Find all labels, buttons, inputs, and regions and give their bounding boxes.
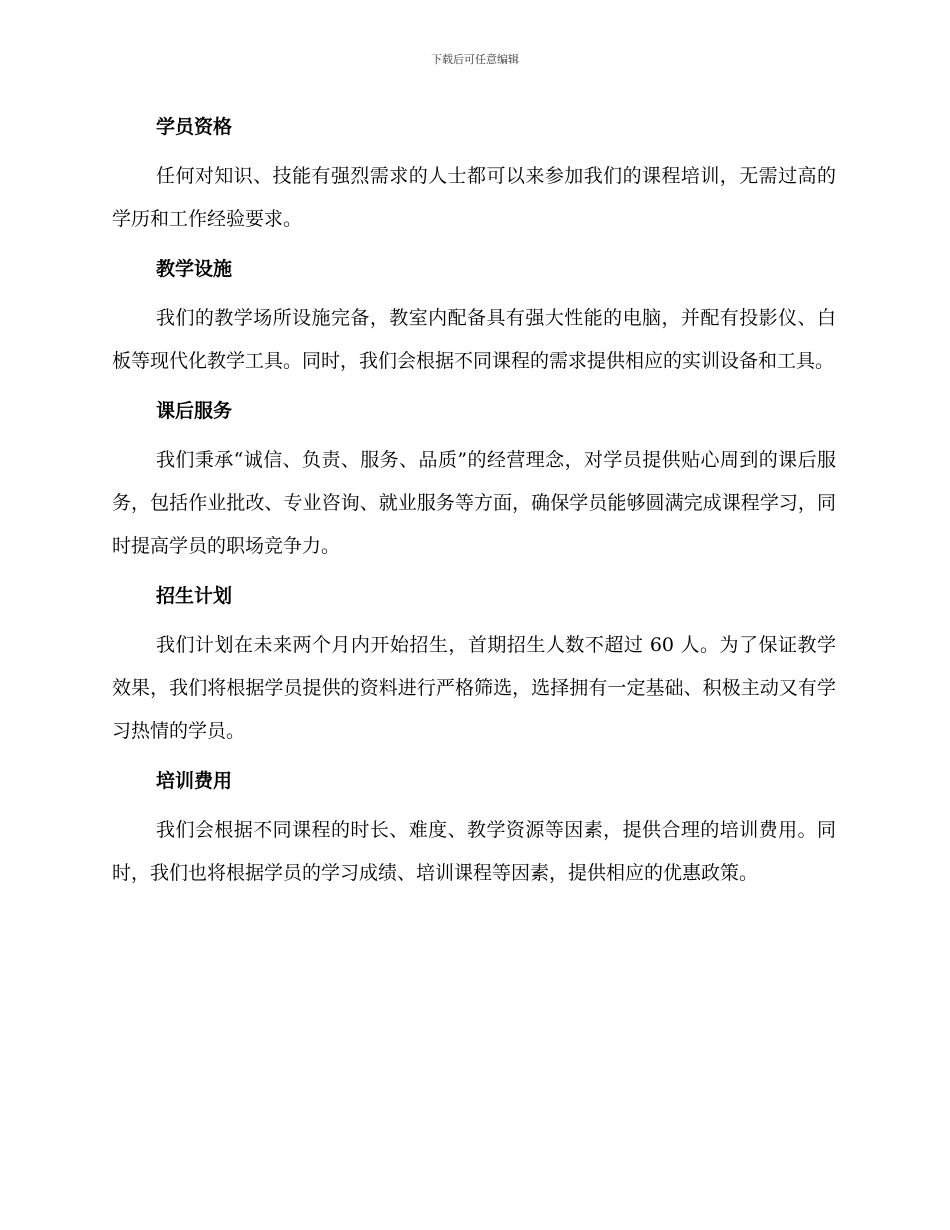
document-content	[112, 108, 836, 904]
header-note: 下载后可任意编辑	[431, 53, 519, 66]
section-body-training-fees: 我们会根据不同课程的时长、难度、教学资源等因素，提供合理的培训费用。同时，我们也将根据学员的学习成绩、培训课程等因素，提供相应的优惠政策。	[112, 819, 836, 884]
section-heading-enrollment-plan: 招生计划	[156, 585, 233, 607]
section-heading-facilities: 教学设施	[156, 258, 233, 280]
section-body-after-class-service: 我们秉承“诚信、负责、服务、品质”的经营理念，对学员提供贴心周到的课后服务，包括作业批改、专业咨询、就业服务等方面，确保学员能够圆满完成课程学习，同时提高学员的职场竞争力。	[112, 449, 836, 557]
section-body-eligibility: 任何对知识、技能有强烈需求的人士都可以来参加我们的课程培训，无需过高的学历和工作经验要求。	[112, 165, 836, 230]
section-body-enrollment-plan: 我们计划在未来两个月内开始招生，首期招生人数不超过 60 人。为了保证教学效果，我们将根据学员提供的资料进行严格筛选，选择拥有一定基础、积极主动又有学习热情的学员。	[112, 634, 836, 742]
section-heading-training-fees: 培训费用	[156, 770, 233, 792]
section-body-facilities: 我们的教学场所设施完备，教室内配备具有强大性能的电脑，并配有投影仪、白板等现代化教学工具。同时，我们会根据不同课程的需求提供相应的实训设备和工具。	[112, 307, 836, 372]
section-heading-eligibility: 学员资格	[156, 116, 233, 138]
section-heading-after-class-service: 课后服务	[156, 400, 233, 422]
